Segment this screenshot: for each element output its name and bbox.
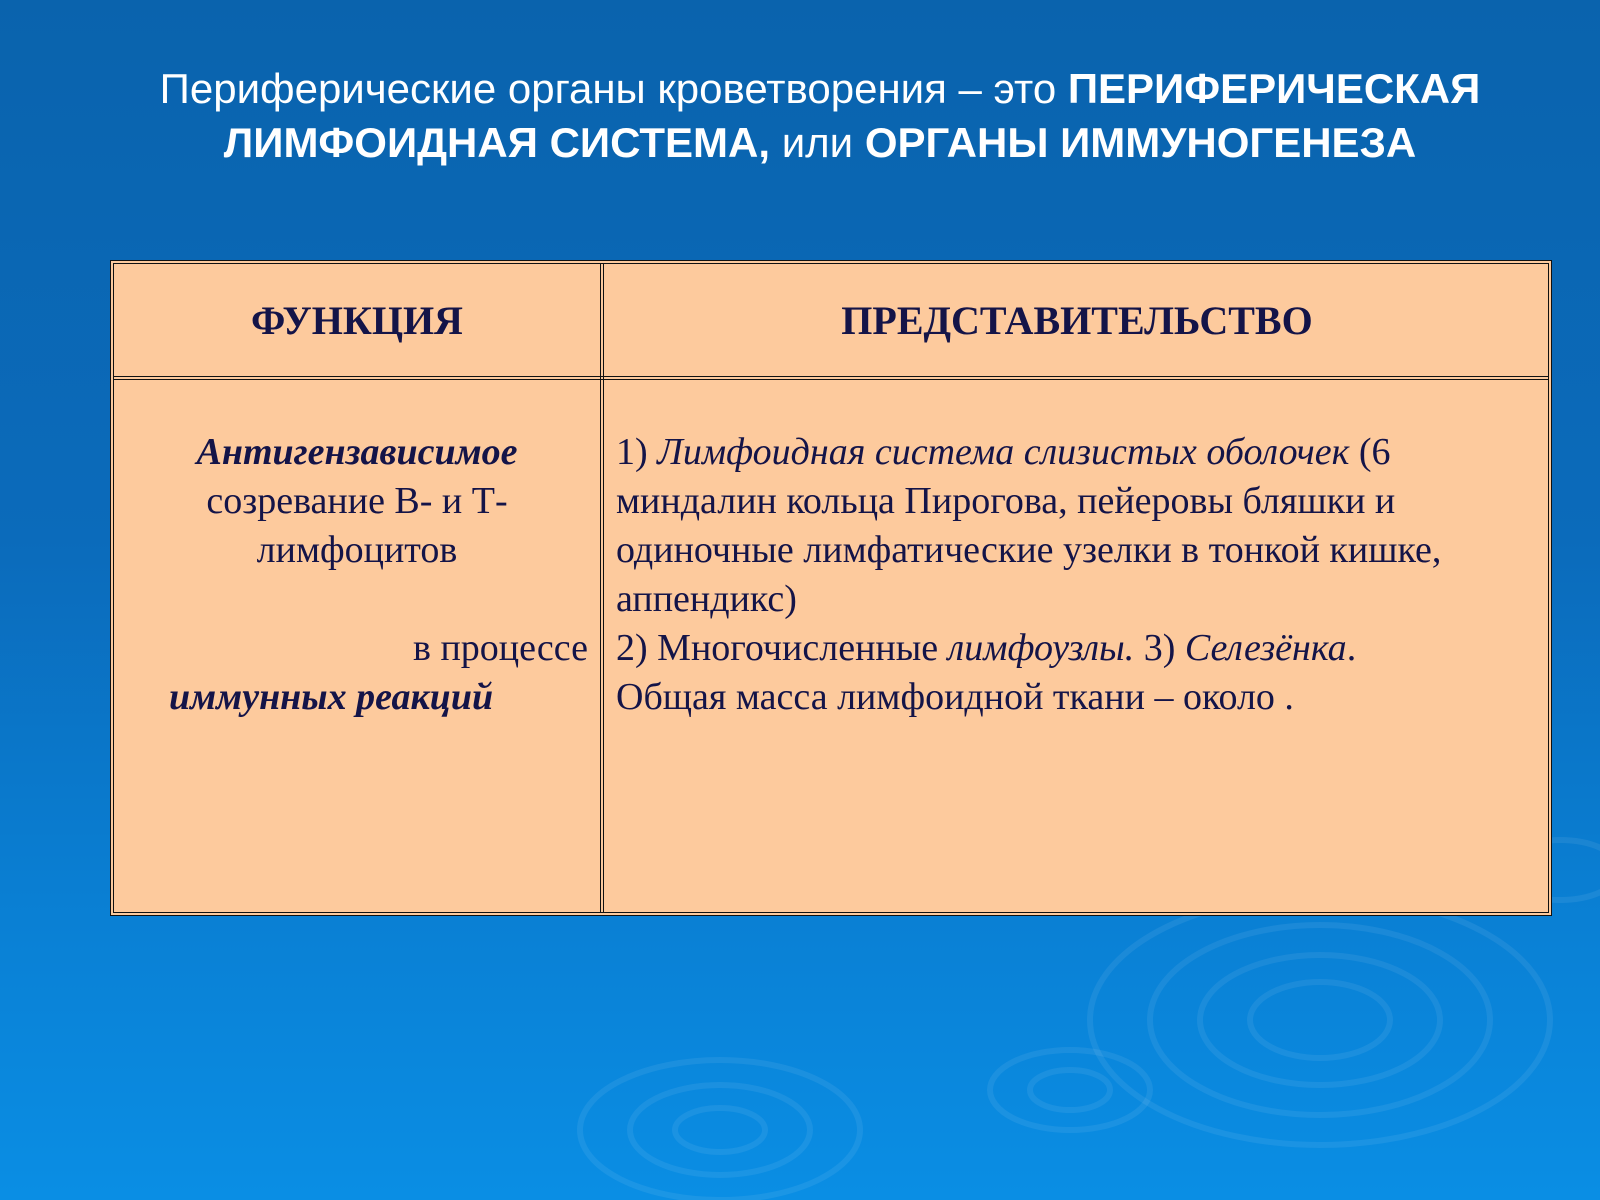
item3-rest: . [1346, 627, 1357, 669]
item1-rest: (6 миндалин кольца Пирогова, пейеровы бляшки и одиночные лимфатические узелки в тонкой кишке, аппендикс) [616, 431, 1442, 620]
function-line3: лимфоцитов [256, 529, 458, 571]
item3-italic: Селезёнка [1184, 627, 1347, 669]
representation-item1 [616, 428, 1546, 624]
header-representation: ПРЕДСТАВИТЕЛЬСТВО [841, 297, 1313, 343]
title-part1: Периферические органы кроветворения – это [159, 65, 1068, 112]
representation-item2 [616, 624, 1546, 673]
representation-total: Общая масса лимфоидной ткани – около . [616, 676, 1294, 718]
item1-italic: Лимфоидная система слизистых оболочек [657, 431, 1350, 473]
item2-text: 2) Многочисленные [616, 627, 948, 669]
title-bold1: ПЕРИФЕРИЧЕСКАЯ ЛИМФОИДНАЯ СИСТЕМА, [223, 65, 1481, 166]
representation-cell [616, 428, 1546, 722]
slide-title [60, 62, 1580, 170]
header-divider [114, 376, 1548, 380]
header-function: ФУНКЦИЯ [251, 297, 463, 343]
function-line4: в процессе [413, 627, 588, 669]
organs-table [110, 260, 1552, 916]
title-part2: или [770, 119, 865, 166]
item3-number: 3) [1134, 627, 1185, 669]
function-term2: иммунных реакций [169, 676, 494, 718]
function-line2: созревание В- и Т- [206, 480, 508, 522]
function-term: Антигензависимое [196, 431, 518, 473]
item1-number: 1) [616, 431, 658, 473]
item2-italic: лимфоузлы. [947, 627, 1135, 669]
title-bold2: ОРГАНЫ ИММУНОГЕНЕЗА [864, 119, 1417, 166]
function-text-top [114, 428, 600, 575]
